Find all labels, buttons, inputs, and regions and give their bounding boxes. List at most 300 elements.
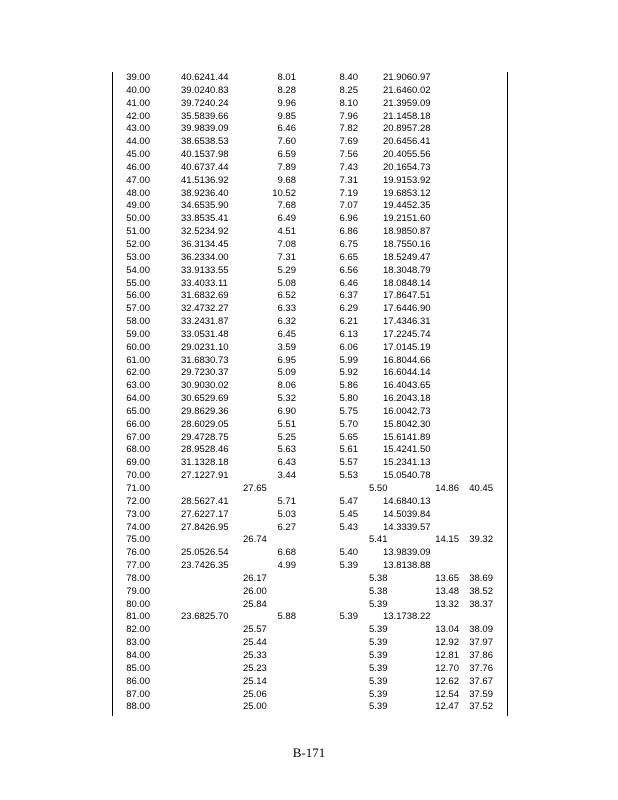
table-cell: 33.2431.87 xyxy=(181,316,229,328)
table-cell: 68.00 xyxy=(126,444,150,456)
table-cell: 25.44 xyxy=(243,637,267,649)
table-cell: 81.00 xyxy=(126,611,150,623)
table-cell: 21.3959.09 xyxy=(383,97,431,109)
table-row xyxy=(113,380,507,393)
table-cell: 15.8042.30 xyxy=(383,418,431,430)
table-cell: 33.4033.11 xyxy=(181,277,228,289)
table-cell: 6.68 xyxy=(277,547,296,559)
table-cell: 37.67 xyxy=(469,675,493,687)
table-cell: 39.0240.83 xyxy=(181,84,229,96)
table-cell: 16.8044.66 xyxy=(383,354,431,366)
table-row xyxy=(113,496,507,509)
table-cell: 37.76 xyxy=(469,662,493,674)
table-cell: 29.4728.75 xyxy=(181,431,229,443)
table-cell: 63.00 xyxy=(126,380,150,392)
table-cell: 6.32 xyxy=(277,316,296,328)
table-cell: 15.6141.89 xyxy=(383,431,431,443)
table-cell: 69.00 xyxy=(126,457,150,469)
table-cell: 58.00 xyxy=(126,316,150,328)
table-row xyxy=(113,586,507,599)
table-row xyxy=(113,162,507,175)
table-cell: 78.00 xyxy=(126,572,150,584)
table-cell: 37.52 xyxy=(469,701,493,713)
table-cell: 14.3339.57 xyxy=(383,521,431,533)
table-row xyxy=(113,560,507,573)
table-cell: 8.01 xyxy=(277,72,296,83)
table-cell: 75.00 xyxy=(126,534,150,546)
table-cell: 6.46 xyxy=(339,277,358,289)
table-cell: 50.00 xyxy=(126,213,150,225)
table-row xyxy=(113,188,507,201)
table-cell: 25.06 xyxy=(243,688,267,700)
table-cell: 38.52 xyxy=(469,585,493,597)
table-row xyxy=(113,432,507,445)
table-cell: 18.9850.87 xyxy=(383,226,431,238)
table-row xyxy=(113,663,507,676)
table-cell: 5.39 xyxy=(369,675,388,687)
table-cell: 60.00 xyxy=(126,341,150,353)
table-row xyxy=(113,252,507,265)
table-cell: 20.8957.28 xyxy=(383,123,431,135)
table-row xyxy=(113,611,507,624)
table-cell: 27.8426.95 xyxy=(181,521,229,533)
table-cell: 51.00 xyxy=(126,226,150,238)
table-cell: 6.33 xyxy=(277,303,296,315)
table-cell: 6.59 xyxy=(277,149,296,161)
table-cell: 55.00 xyxy=(126,277,150,289)
table-cell: 6.96 xyxy=(339,213,358,225)
table-cell: 5.63 xyxy=(277,444,296,456)
table-cell: 25.57 xyxy=(243,624,267,636)
table-cell: 33.0531.48 xyxy=(181,328,229,340)
table-cell: 5.43 xyxy=(339,521,358,533)
table-row xyxy=(113,355,507,368)
table-cell: 6.13 xyxy=(339,328,358,340)
table-cell: 44.00 xyxy=(126,136,150,148)
table-cell: 28.9528.46 xyxy=(181,444,229,456)
table-cell: 5.71 xyxy=(277,495,296,507)
table-cell: 33.8535.41 xyxy=(181,213,229,225)
table-cell: 70.00 xyxy=(126,470,150,482)
table-row xyxy=(113,406,507,419)
table-cell: 5.39 xyxy=(369,624,388,636)
table-cell: 15.2341.13 xyxy=(383,457,431,469)
table-cell: 7.89 xyxy=(277,161,296,173)
table-cell: 73.00 xyxy=(126,508,150,520)
table-cell: 61.00 xyxy=(126,354,150,366)
table-cell: 53.00 xyxy=(126,251,150,263)
table-cell: 47.00 xyxy=(126,174,150,186)
table-cell: 14.86 xyxy=(435,483,459,494)
table-cell: 57.00 xyxy=(126,303,150,315)
table-cell: 18.7550.16 xyxy=(383,238,431,250)
table-row xyxy=(113,329,507,342)
table-cell: 7.43 xyxy=(339,161,358,173)
table-cell: 12.54 xyxy=(435,688,459,700)
table-row xyxy=(113,483,507,496)
table-cell: 26.17 xyxy=(243,572,267,584)
table-cell: 88.00 xyxy=(126,701,150,713)
table-cell: 32.4732.27 xyxy=(181,303,229,315)
table-cell: 19.6853.12 xyxy=(383,187,431,199)
table-cell: 19.9153.92 xyxy=(383,174,431,186)
table-cell: 12.70 xyxy=(435,662,459,674)
table-cell: 6.75 xyxy=(339,238,358,250)
table-cell: 19.4452.35 xyxy=(383,200,431,212)
table-cell: 85.00 xyxy=(126,662,150,674)
table-cell: 5.45 xyxy=(339,508,358,520)
table-cell: 48.00 xyxy=(126,187,150,199)
table-cell: 5.57 xyxy=(339,457,358,469)
table-cell: 6.21 xyxy=(339,316,358,328)
table-cell: 17.6446.90 xyxy=(383,303,431,315)
table-cell: 29.0231.10 xyxy=(181,341,229,353)
table-row xyxy=(113,599,507,612)
table-cell: 74.00 xyxy=(126,521,150,533)
page-number: B-171 xyxy=(292,745,326,760)
table-cell: 25.84 xyxy=(243,598,267,610)
table-cell: 17.8647.51 xyxy=(383,290,431,302)
table-cell: 25.33 xyxy=(243,649,267,661)
table-cell: 27.1227.91 xyxy=(181,470,229,482)
table-cell: 6.65 xyxy=(339,251,358,263)
table-cell: 38.09 xyxy=(469,624,493,636)
table-cell: 43.00 xyxy=(126,123,150,135)
table-cell: 13.48 xyxy=(435,585,459,597)
table-cell: 5.99 xyxy=(339,354,358,366)
table-cell: 8.25 xyxy=(339,84,358,96)
table-cell: 40.6737.44 xyxy=(181,161,229,173)
table-cell: 8.06 xyxy=(277,380,296,392)
table-cell: 35.5839.66 xyxy=(181,110,229,122)
table-cell: 72.00 xyxy=(126,495,150,507)
table-row xyxy=(113,149,507,162)
table-row xyxy=(113,290,507,303)
table-cell: 37.86 xyxy=(469,649,493,661)
table-row xyxy=(113,200,507,213)
table-row xyxy=(113,393,507,406)
table-cell: 76.00 xyxy=(126,547,150,559)
table-cell: 40.6241.44 xyxy=(181,72,229,83)
table-cell: 7.31 xyxy=(277,251,296,263)
table-cell: 5.29 xyxy=(277,264,296,276)
table-row xyxy=(113,650,507,663)
table-cell: 6.43 xyxy=(277,457,296,469)
table-cell: 30.9030.02 xyxy=(181,380,229,392)
table-cell: 5.39 xyxy=(369,662,388,674)
table-cell: 18.3048.79 xyxy=(383,264,431,276)
table-cell: 9.96 xyxy=(277,97,296,109)
table-cell: 62.00 xyxy=(126,367,150,379)
table-row xyxy=(113,522,507,535)
table-cell: 16.4043.65 xyxy=(383,380,431,392)
table-cell: 37.97 xyxy=(469,637,493,649)
table-row xyxy=(113,123,507,136)
table-cell: 6.29 xyxy=(339,303,358,315)
table-cell: 80.00 xyxy=(126,598,150,610)
table-cell: 64.00 xyxy=(126,393,150,405)
table-cell: 5.38 xyxy=(369,572,388,584)
table-cell: 66.00 xyxy=(126,418,150,430)
table-cell: 26.74 xyxy=(243,534,267,546)
table-row xyxy=(113,624,507,637)
table-cell: 12.81 xyxy=(435,649,459,661)
table-cell: 5.39 xyxy=(369,701,388,713)
table-cell: 13.1738.22 xyxy=(383,611,431,623)
table-row xyxy=(113,689,507,702)
table-cell: 27.65 xyxy=(243,483,267,494)
table-cell: 7.68 xyxy=(277,200,296,212)
table-cell: 6.45 xyxy=(277,328,296,340)
table-cell: 33.9133.55 xyxy=(181,264,229,276)
table-cell: 41.5136.92 xyxy=(181,174,229,186)
table-cell: 34.6535.90 xyxy=(181,200,229,212)
table-cell: 9.68 xyxy=(277,174,296,186)
table-cell: 25.14 xyxy=(243,675,267,687)
table-cell: 36.2334.00 xyxy=(181,251,229,263)
table-cell: 5.39 xyxy=(339,611,358,623)
table-cell: 71.00 xyxy=(126,483,150,494)
table-row xyxy=(113,509,507,522)
table-cell: 20.4055.56 xyxy=(383,149,431,161)
table-cell: 5.41 xyxy=(369,534,388,546)
table-cell: 46.00 xyxy=(126,161,150,173)
table-cell: 36.3134.45 xyxy=(181,238,229,250)
table-row xyxy=(113,419,507,432)
table-cell: 5.32 xyxy=(277,393,296,405)
table-cell: 31.6830.73 xyxy=(181,354,229,366)
table-cell: 14.5039.84 xyxy=(383,508,431,520)
table-cell: 7.56 xyxy=(339,149,358,161)
table-cell: 5.39 xyxy=(369,637,388,649)
table-cell: 7.31 xyxy=(339,174,358,186)
table-cell: 9.85 xyxy=(277,110,296,122)
table-row xyxy=(113,637,507,650)
table-cell: 6.49 xyxy=(277,213,296,225)
table-cell: 28.6029.05 xyxy=(181,418,229,430)
table-cell: 6.86 xyxy=(339,226,358,238)
table-cell: 25.23 xyxy=(243,662,267,674)
table-cell: 3.44 xyxy=(277,470,296,482)
table-cell: 23.6825.70 xyxy=(181,611,229,623)
table-cell: 26.00 xyxy=(243,585,267,597)
table-row xyxy=(113,316,507,329)
table-cell: 14.6840.13 xyxy=(383,495,431,507)
table-row xyxy=(113,98,507,111)
table-cell: 29.7230.37 xyxy=(181,367,229,379)
table-cell: 5.53 xyxy=(339,470,358,482)
table-cell: 5.50 xyxy=(369,483,388,494)
table-row xyxy=(113,547,507,560)
table-cell: 6.37 xyxy=(339,290,358,302)
table-cell: 39.32 xyxy=(469,534,493,546)
table-cell: 52.00 xyxy=(126,238,150,250)
table-cell: 56.00 xyxy=(126,290,150,302)
table-cell: 6.52 xyxy=(277,290,296,302)
table-cell: 5.03 xyxy=(277,508,296,520)
table-cell: 5.40 xyxy=(339,547,358,559)
table-cell: 18.0848.14 xyxy=(383,277,431,289)
table-cell: 5.08 xyxy=(277,277,296,289)
table-cell: 6.06 xyxy=(339,341,358,353)
table-cell: 4.99 xyxy=(277,560,296,572)
table-row xyxy=(113,239,507,252)
table-row xyxy=(113,136,507,149)
table-row xyxy=(113,213,507,226)
table-cell: 21.1458.18 xyxy=(383,110,431,122)
table-cell: 39.7240.24 xyxy=(181,97,229,109)
table-cell: 17.0145.19 xyxy=(383,341,431,353)
table-cell: 6.46 xyxy=(277,123,296,135)
table-cell: 5.25 xyxy=(277,431,296,443)
table-cell: 83.00 xyxy=(126,637,150,649)
data-table xyxy=(112,72,508,716)
table-cell: 10.52 xyxy=(272,187,296,199)
table-cell: 5.39 xyxy=(369,598,388,610)
table-cell: 5.47 xyxy=(339,495,358,507)
table-cell: 23.7426.35 xyxy=(181,560,229,572)
table-cell: 13.9839.09 xyxy=(383,547,431,559)
table-row xyxy=(113,534,507,547)
table-cell: 4.51 xyxy=(277,226,296,238)
table-cell: 27.6227.17 xyxy=(181,508,229,520)
table-cell: 12.62 xyxy=(435,675,459,687)
table-cell: 21.9060.97 xyxy=(383,72,431,83)
table-cell: 21.6460.02 xyxy=(383,84,431,96)
table-row xyxy=(113,701,507,714)
table-row xyxy=(113,444,507,457)
table-cell: 12.92 xyxy=(435,637,459,649)
table-row xyxy=(113,278,507,291)
table-cell: 40.1537.98 xyxy=(181,149,229,161)
table-cell: 7.82 xyxy=(339,123,358,135)
table-row xyxy=(113,342,507,355)
table-cell: 3.59 xyxy=(277,341,296,353)
table-row xyxy=(113,457,507,470)
table-cell: 6.95 xyxy=(277,354,296,366)
table-cell: 86.00 xyxy=(126,675,150,687)
table-cell: 5.80 xyxy=(339,393,358,405)
table-row xyxy=(113,367,507,380)
table-cell: 5.39 xyxy=(369,688,388,700)
table-cell: 5.88 xyxy=(277,611,296,623)
table-cell: 38.9236.40 xyxy=(181,187,229,199)
table-cell: 31.1328.18 xyxy=(181,457,229,469)
table-cell: 7.07 xyxy=(339,200,358,212)
table-cell: 40.00 xyxy=(126,84,150,96)
table-cell: 25.00 xyxy=(243,701,267,713)
table-cell: 5.61 xyxy=(339,444,358,456)
table-cell: 8.28 xyxy=(277,84,296,96)
table-cell: 5.86 xyxy=(339,380,358,392)
table-cell: 30.6529.69 xyxy=(181,393,229,405)
table-cell: 5.65 xyxy=(339,431,358,443)
table-row xyxy=(113,265,507,278)
table-cell: 39.9839.09 xyxy=(181,123,229,135)
table-cell: 6.90 xyxy=(277,405,296,417)
table-row xyxy=(113,573,507,586)
table-cell: 19.2151.60 xyxy=(383,213,431,225)
table-cell: 77.00 xyxy=(126,560,150,572)
table-cell: 32.5234.92 xyxy=(181,226,229,238)
table-cell: 5.92 xyxy=(339,367,358,379)
table-cell: 5.39 xyxy=(369,649,388,661)
table-cell: 17.4346.31 xyxy=(383,316,431,328)
table-cell: 31.6832.69 xyxy=(181,290,229,302)
table-cell: 65.00 xyxy=(126,405,150,417)
table-cell: 5.09 xyxy=(277,367,296,379)
table-cell: 7.08 xyxy=(277,238,296,250)
table-cell: 5.75 xyxy=(339,405,358,417)
table-cell: 82.00 xyxy=(126,624,150,636)
table-cell: 87.00 xyxy=(126,688,150,700)
table-cell: 6.56 xyxy=(339,264,358,276)
table-cell: 15.4241.50 xyxy=(383,444,431,456)
table-cell: 6.27 xyxy=(277,521,296,533)
table-cell: 20.6456.41 xyxy=(383,136,431,148)
table-cell: 16.2043.18 xyxy=(383,393,431,405)
table-cell: 13.65 xyxy=(435,572,459,584)
table-cell: 67.00 xyxy=(126,431,150,443)
table-cell: 14.15 xyxy=(435,534,459,546)
table-cell: 5.51 xyxy=(277,418,296,430)
table-cell: 13.04 xyxy=(435,624,459,636)
table-cell: 39.00 xyxy=(126,72,150,83)
table-cell: 49.00 xyxy=(126,200,150,212)
table-cell: 54.00 xyxy=(126,264,150,276)
table-row xyxy=(113,85,507,98)
table-cell: 20.1654.73 xyxy=(383,161,431,173)
table-cell: 18.5249.47 xyxy=(383,251,431,263)
table-cell: 12.47 xyxy=(435,701,459,713)
table-cell: 25.0526.54 xyxy=(181,547,229,559)
table-cell: 29.8629.36 xyxy=(181,405,229,417)
table-cell: 42.00 xyxy=(126,110,150,122)
table-row xyxy=(113,226,507,239)
table-cell: 15.0540.78 xyxy=(383,470,431,482)
table-cell: 41.00 xyxy=(126,97,150,109)
table-cell: 16.6044.14 xyxy=(383,367,431,379)
table-row xyxy=(113,72,507,85)
table-row xyxy=(113,303,507,316)
table-cell: 13.8138.88 xyxy=(383,560,431,572)
table-row xyxy=(113,470,507,483)
table-cell: 38.69 xyxy=(469,572,493,584)
table-row xyxy=(113,111,507,124)
table-cell: 7.19 xyxy=(339,187,358,199)
table-cell: 7.96 xyxy=(339,110,358,122)
table-cell: 40.45 xyxy=(469,483,493,494)
table-cell: 8.40 xyxy=(339,72,358,83)
table-cell: 7.60 xyxy=(277,136,296,148)
table-row xyxy=(113,175,507,188)
table-cell: 79.00 xyxy=(126,585,150,597)
table-row xyxy=(113,676,507,689)
table-cell: 38.37 xyxy=(469,598,493,610)
table-cell: 7.69 xyxy=(339,136,358,148)
table-cell: 8.10 xyxy=(339,97,358,109)
table-cell: 45.00 xyxy=(126,149,150,161)
table-cell: 59.00 xyxy=(126,328,150,340)
table-cell: 5.38 xyxy=(369,585,388,597)
table-cell: 17.2245.74 xyxy=(383,328,431,340)
table-cell: 38.6538.53 xyxy=(181,136,229,148)
table-cell: 5.70 xyxy=(339,418,358,430)
table-cell: 5.39 xyxy=(339,560,358,572)
table-cell: 37.59 xyxy=(469,688,493,700)
table-cell: 16.0042.73 xyxy=(383,405,431,417)
table-cell: 13.32 xyxy=(435,598,459,610)
